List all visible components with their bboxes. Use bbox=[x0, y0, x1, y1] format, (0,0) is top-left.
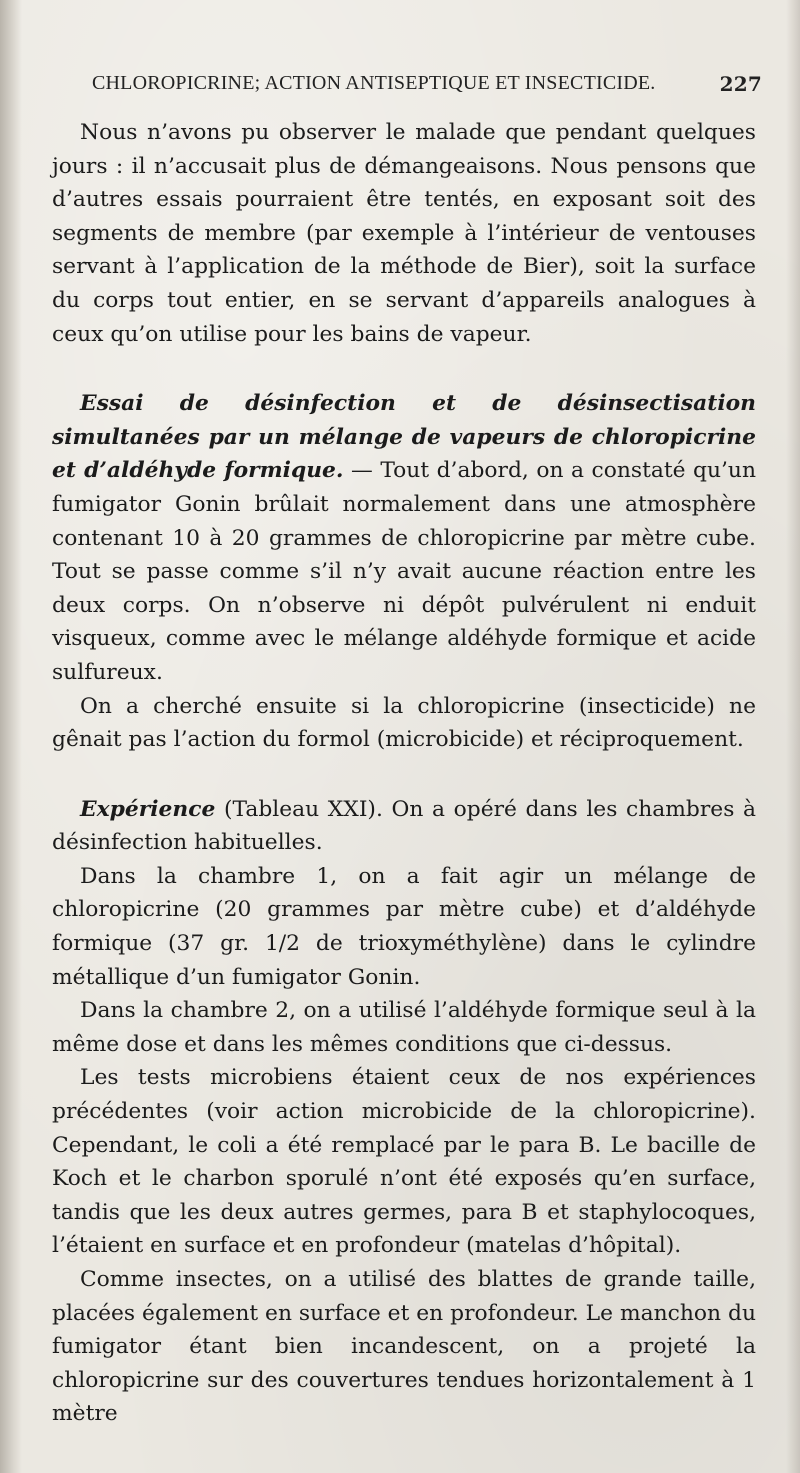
paragraph-8: Comme insectes, on a utilisé des blattes de grande taille, placées également en surface et en profondeur. Le manchon du fumigator étant bien incandescent, on a projeté la chloropicrine sur des couvertures tendues horizontalement à 1 mètre bbox=[52, 1267, 756, 1427]
paragraph-4-text: (Tableau XXI). On a opéré dans les chambres à désinfection habituelles. bbox=[52, 796, 756, 856]
paragraph-6: Dans la chambre 2, on a utilisé l’aldéhyde formique seul à la même dose et dans les mêmes conditions que ci-dessus. bbox=[52, 998, 756, 1057]
page-number: 227 bbox=[719, 72, 762, 96]
section-gap bbox=[52, 757, 756, 793]
binding-gutter bbox=[0, 0, 22, 1473]
page-edge-shadow bbox=[786, 0, 800, 1473]
running-title: CHLOROPICRINE; ACTION ANTISEPTIQUE ET INSECTICIDE. bbox=[92, 72, 656, 94]
paragraph-4 bbox=[52, 793, 756, 860]
paragraph-1: Nous n’avons pu observer le malade que pendant quelques jours : il n’accusait plus de démangeaisons. Nous pensons que d’autres essais pourraient être tentés, en exposant soit des segments de membre (par exemple à l’intérieur de ventouses servant à l’application de la méthode de Bier), soit la surface du corps tout entier, en se servant d’appareils analogues à ceux qu’on utilise pour les bains de vapeur. bbox=[52, 120, 756, 347]
paragraph-2-text: — Tout d’abord, on a constaté qu’un fumigator Gonin brûlait normalement dans une atmosphère contenant 10 à 20 grammes de chloropicrine par mètre cube. Tout se passe comme s’il n’y avait aucune réaction entre les deux corps. On n’observe ni dépôt pulvérulent ni enduit visqueux, comme avec le mélange aldéhyde formique et acide sulfureux. bbox=[52, 458, 756, 685]
section-heading-essai: Essai de désinfection et de désinsectisation simultanées par un mélange de vapeurs de chloropicrine et d’aldéhyde formique. bbox=[52, 391, 756, 484]
paragraph-3: On a cherché ensuite si la chloropicrine (insecticide) ne gênait pas l’action du formol (microbicide) et réciproquement. bbox=[52, 693, 756, 753]
page-body bbox=[52, 116, 756, 1431]
paragraph-5: Dans la chambre 1, on a fait agir un mélange de chloropicrine (20 grammes par mètre cube) et d’aldéhyde formique (37 gr. 1/2 de trioxyméthylène) dans le cylindre métallique d’un fumigator Gonin. bbox=[52, 863, 756, 990]
paragraph-2 bbox=[52, 387, 756, 689]
section-gap bbox=[52, 351, 756, 387]
running-header bbox=[92, 72, 762, 96]
paragraph-7: Les tests microbiens étaient ceux de nos expériences précédentes (voir action microbicide de la chloropicrine). Cependant, le coli a été remplacé par le para B. Le bacille de Koch et le charbon sporulé n’ont été exposés qu’en surface, tandis que les deux autres germes, para B et staphylocoques, l’étaient en surface et en profondeur (matelas d’hôpital). bbox=[52, 1065, 756, 1259]
section-heading-experience: Expérience bbox=[80, 796, 216, 822]
